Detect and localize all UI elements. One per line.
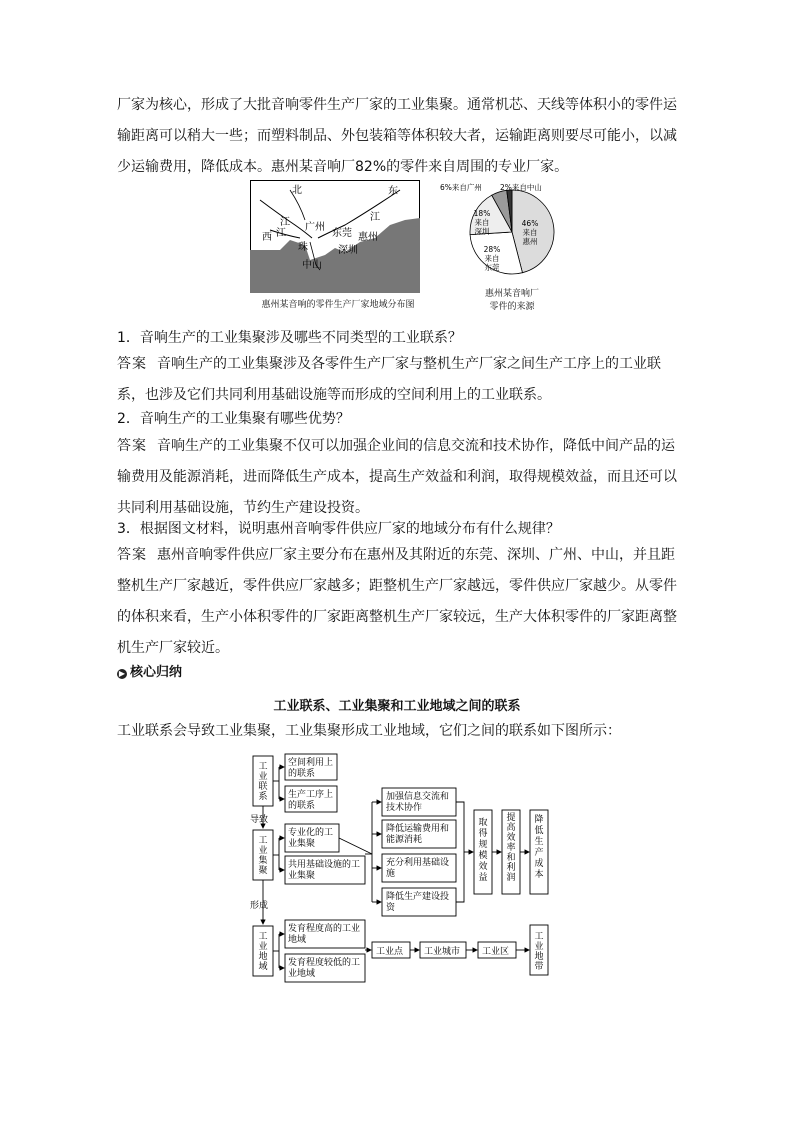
subtitle: 工业联系、工业集聚和工业地域之间的联系 xyxy=(273,699,521,714)
section-header xyxy=(117,661,182,680)
text-region-high: 发育程度高的工业地域 xyxy=(288,924,361,945)
answer-2-text: 音响生产的工业集聚不仅可以加强企业间的信息交流和技术协作，降低中间产品的运输费用及能源消耗，进而降低生产成本，提高生产效益和利润，取得规模效益，而且还可以共同利用基础设施，节约生产建设投资。 xyxy=(117,438,677,516)
map-label-jiang3: 江 xyxy=(276,228,286,239)
pie-chart xyxy=(430,180,560,290)
map-label-zhongshan: 中山 xyxy=(302,260,322,271)
pie-slice-label: 2%来自中山 xyxy=(500,183,542,192)
arrow-circle-icon: ▶ xyxy=(118,669,126,678)
text-process-link: 生产工序上的联系 xyxy=(288,790,334,811)
question-3: 3．根据图文材料，说明惠州音响零件供应厂家的地域分布有什么规律？ xyxy=(117,521,560,537)
text-result-1: 取得规模效益 xyxy=(478,818,488,883)
pie-caption-line2: 零件的来源 xyxy=(489,302,535,312)
text-result-3: 降低生产成本 xyxy=(534,815,544,880)
location-map xyxy=(250,180,420,293)
answer-label: 答案 xyxy=(117,547,147,563)
pie-slice-label: 28%来自东莞 xyxy=(483,245,501,272)
answer-label: 答案 xyxy=(117,438,147,454)
pie-caption-line1: 惠州某音响厂 xyxy=(484,289,539,299)
answer-1 xyxy=(117,349,687,411)
label-lead-to: 导致 xyxy=(250,815,269,825)
answer-2 xyxy=(117,431,687,524)
diagram-intro: 工业联系会导致工业集聚，工业集聚形成工业地域，它们之间的联系如下图所示： xyxy=(117,723,621,739)
text-chain-district: 工业区 xyxy=(482,947,510,957)
answer-3 xyxy=(117,540,687,664)
map-label-guangzhou: 广州 xyxy=(305,222,325,233)
text-industrial-region: 工业地域 xyxy=(258,932,268,972)
map-label-jiang1: 江 xyxy=(280,217,290,228)
text-benefit-1: 加强信息交流和技术协作 xyxy=(386,792,450,813)
section-title: 核心归纳 xyxy=(130,665,183,680)
text-chain-city: 工业城市 xyxy=(424,947,461,957)
text-industrial-cluster: 工业集聚 xyxy=(258,836,268,876)
answer-1-text: 音响生产的工业集聚涉及各零件生产厂家与整机生产厂家之间生产工序上的工业联系，也涉及它们共同利用基础设施等而形成的空间利用上的工业联系。 xyxy=(117,356,661,403)
pie-slice-label: 6%来自广州 xyxy=(440,183,482,192)
answer-label: 答案 xyxy=(117,356,147,372)
pie-slice-label: 46%来自惠州 xyxy=(521,219,539,246)
text-region-low: 发育程度较低的工业地域 xyxy=(288,958,361,979)
label-form: 形成 xyxy=(250,901,269,911)
text-chain-belt: 工业地带 xyxy=(534,932,544,972)
text-industrial-linkage: 工业联系 xyxy=(258,762,268,802)
relationship-diagram xyxy=(240,750,560,990)
map-label-zhu: 珠 xyxy=(298,242,308,253)
map-label-dong: 东 xyxy=(388,186,398,197)
map-label-dongguan: 东莞 xyxy=(332,228,352,239)
question-2: 2．音响生产的工业集聚有哪些优势？ xyxy=(117,411,350,427)
intro-paragraph: 厂家为核心，形成了大批音响零件生产厂家的工业集聚。通常机芯、天线等体积小的零件运输距离可以稍大一些；而塑料制品、外包装箱等体积较大者，运输距离则要尽可能小，以减少运输费用，降低成本。惠州某音响厂82%的零件来自周围的专业厂家。 xyxy=(117,97,677,175)
text-benefit-3: 充分利用基础设施 xyxy=(386,858,450,879)
map-label-xi: 西 xyxy=(262,232,272,243)
map-label-huizhou: 惠州 xyxy=(358,232,378,243)
map-caption: 惠州某音响的零件生产厂家地域分布图 xyxy=(261,300,415,310)
map-label-bei: 北 xyxy=(292,185,302,196)
map-label-jiang2: 江 xyxy=(370,212,380,223)
text-benefit-2: 降低运输费用和能源消耗 xyxy=(386,824,450,845)
text-space-link: 空间利用上的联系 xyxy=(288,758,334,779)
question-1: 1．音响生产的工业集聚涉及哪些不同类型的工业联系？ xyxy=(117,330,462,346)
pie-slice-label: 18%来自深圳 xyxy=(473,209,491,236)
answer-3-text: 惠州音响零件供应厂家主要分布在惠州及其附近的东莞、深圳、广州、中山，并且距整机生产厂家越近，零件供应厂家越多；距整机生产厂家越远，零件供应厂家越少。从零件的体积来看，生产小体积零件的厂家距离整机生产厂家较远，生产大体积零件的厂家距离整机生产厂家较近。 xyxy=(117,547,677,656)
text-shared-infra-cluster: 共用基础设施的工业集聚 xyxy=(288,860,361,881)
text-result-2: 提高效率和利润 xyxy=(506,813,516,883)
text-specialized-cluster: 专业化的工业集聚 xyxy=(288,828,334,849)
text-chain-point: 工业点 xyxy=(376,947,404,957)
map-label-shenzhen: 深圳 xyxy=(338,245,358,256)
text-benefit-4: 降低生产建设投资 xyxy=(386,892,450,913)
